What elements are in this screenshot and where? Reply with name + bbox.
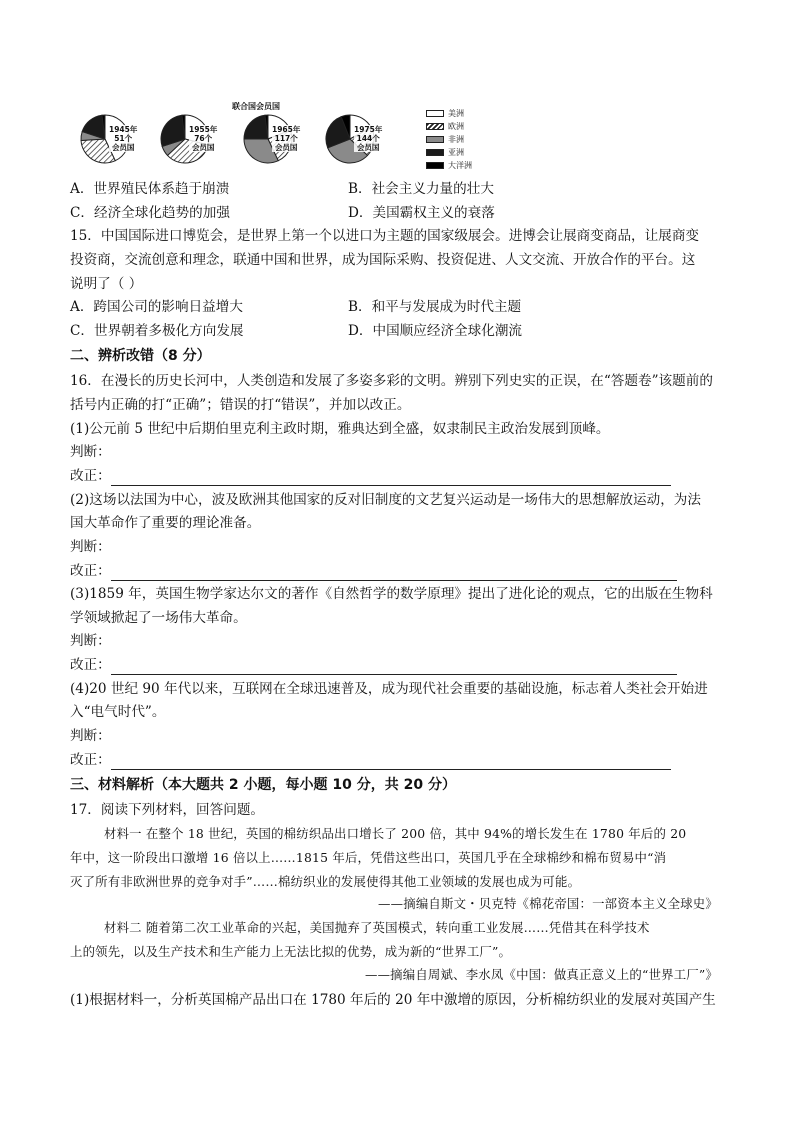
section3-heading: 三、材料解析（本大题共 2 小题，每小题 10 分，共 20 分） — [70, 777, 456, 793]
q14-option-c: C．经济全球化趋势的加强 — [70, 205, 230, 221]
fix-label: 改正： — [70, 655, 677, 675]
q16-item-3b: 学领域掀起了一场伟大革命。 — [70, 610, 247, 626]
fix-label: 改正： — [70, 466, 671, 486]
answer-blank[interactable] — [111, 564, 677, 581]
q14-option-b: B．社会主义力量的壮大 — [348, 181, 494, 197]
judge-label: 判断： — [70, 728, 111, 744]
q15-option-a: A．跨国公司的影响日益增大 — [70, 299, 243, 315]
section2-heading: 二、辨析改错（8 分） — [70, 348, 211, 364]
material-1-source: ——摘编自斯文・贝克特《棉花帝国：一部资本主义全球史》 — [378, 896, 718, 911]
material-1-line-1: 材料一 在整个 18 世纪，英国的棉纺织品出口增长了 200 倍，其中 94%的增长发生在 1780 年后的 20 — [104, 826, 687, 841]
q15-stem-3: 说明了（ ） — [70, 276, 143, 292]
pie-label: 1975年 144个 会员国 — [354, 125, 383, 152]
material-2-line-2: 上的领先，以及生产技术和生产能力上无法比拟的优势，成为新的“世界工厂”。 — [70, 944, 512, 959]
material-2-source: ——摘编自周斌、李水凤《中国：做真正意义上的“世界工厂”》 — [364, 967, 718, 982]
pie-label: 1965年 117个 会员国 — [272, 125, 301, 152]
q14-option-d: D．美国霸权主义的衰落 — [348, 205, 495, 221]
q15-stem-2: 投资商，交流创意和理念，联通中国和世界，成为国际采购、投资促进、人文交流、开放合作的平台。这 — [70, 252, 696, 268]
fix-label: 改正： — [70, 750, 671, 770]
pie-label: 1945年 51个 会员国 — [109, 125, 138, 152]
judge-label: 判断： — [70, 444, 111, 460]
chart-title: 联合国会员国 — [232, 102, 280, 111]
q16-item-4b: 入“电气时代”。 — [70, 704, 166, 720]
pie-slice-亚洲 — [244, 115, 268, 139]
q16-item-2a: (2)这场以法国为中心，波及欧洲其他国家的反对旧制度的文艺复兴运动是一场伟大的思想解放运动，为法 — [70, 492, 701, 508]
q17-stem: 17．阅读下列材料，回答问题。 — [70, 802, 265, 818]
q17-sub-1: (1)根据材料一，分析英国棉产品出口在 1780 年后的 20 年中激增的原因，分析棉纺织业的发展对英国产生 — [70, 992, 716, 1008]
answer-blank[interactable] — [111, 658, 677, 675]
legend-africa: 非洲 — [426, 134, 464, 145]
legend-asia: 亚洲 — [426, 147, 464, 158]
judge-label: 判断： — [70, 633, 111, 649]
pie-charts — [0, 0, 794, 180]
q16-item-1: (1)公元前 5 世纪中后期伯里克利主政时期，雅典达到全盛，奴隶制民主政治发展到顶峰。 — [70, 421, 610, 437]
pie-label: 1955年 76个 会员国 — [189, 125, 218, 152]
q15-option-b: B．和平与发展成为时代主题 — [348, 299, 522, 315]
q16-item-2b: 国大革命作了重要的理论准备。 — [70, 515, 261, 531]
fix-label: 改正： — [70, 561, 677, 581]
q15-option-c: C．世界朝着多极化方向发展 — [70, 323, 244, 339]
q16-intro-1: 16．在漫长的历史长河中，人类创造和发展了多姿多彩的文明。辨别下列史实的正误，在“答题卷”该题前的 — [70, 373, 713, 389]
legend-europe: 欧洲 — [426, 121, 464, 132]
material-1-line-2: 年中，这一阶段出口激增 16 倍以上……1815 年后，凭借这些出口，英国几乎在全球棉纱和棉布贸易中“消 — [70, 850, 667, 865]
answer-blank[interactable] — [111, 753, 671, 770]
material-1-line-3: 灭了所有非欧洲世界的竞争对手”……棉纺织业的发展使得其他工业领域的发展也成为可能。 — [70, 874, 581, 889]
q15-stem-1: 15．中国国际进口博览会，是世界上第一个以进口为主题的国家级展会。进博会让展商变商品，让展商变 — [70, 228, 700, 244]
legend-oceania: 大洋洲 — [426, 160, 472, 171]
q16-item-4a: (4)20 世纪 90 年代以来，互联网在全球迅速普及，成为现代社会重要的基础设施，标志着人类社会开始进 — [70, 681, 708, 697]
q16-intro-2: 括号内正确的打“正确”；错误的打“错误”，并加以改正。 — [70, 397, 411, 413]
q14-option-a: A．世界殖民体系趋于崩溃 — [70, 181, 230, 197]
material-2-line-1: 材料二 随着第二次工业革命的兴起，美国抛弃了英国模式，转向重工业发展……凭借其在科学技术 — [104, 920, 650, 935]
judge-label: 判断： — [70, 539, 111, 555]
q15-option-d: D．中国顺应经济全球化潮流 — [348, 323, 523, 339]
q16-item-3a: (3)1859 年，英国生物学家达尔文的著作《自然哲学的数学原理》提出了进化论的观点，它的出版在生物科 — [70, 586, 713, 602]
legend-america: 美洲 — [426, 108, 464, 119]
answer-blank[interactable] — [111, 469, 671, 486]
